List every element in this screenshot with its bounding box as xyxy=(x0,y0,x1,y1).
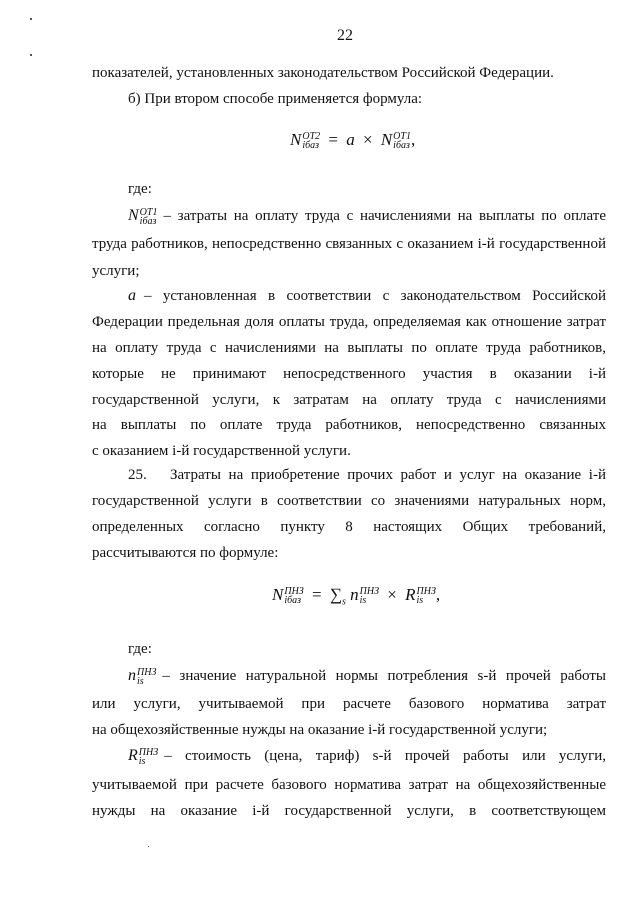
symbol-r-pnz: R ПНЗ is xyxy=(128,746,159,767)
definition-text: – затраты на оплату труда с начислениями на выплаты по оплате xyxy=(163,208,606,225)
symbol-n-ot1: N ОТ1 iбаз xyxy=(128,206,158,227)
text-line: которые не принимают непосредственного участия в оказании i-й xyxy=(92,366,606,382)
text-line: где: xyxy=(128,641,152,657)
text-line: показателей, установленных законодательством Российской Федерации. xyxy=(92,65,554,81)
formula-superscript: ОТ1 xyxy=(393,131,411,143)
text-line: государственной услуги в соответствии со значениями натуральных норм, xyxy=(92,493,606,509)
text-line: б) При втором способе применяется формула: xyxy=(128,91,423,107)
symbol-n-pnz: n ПНЗ is xyxy=(128,666,157,687)
formula-symbol: n xyxy=(350,585,359,604)
text-line: Федерации предельная доля оплаты труда, определяемая как отношение затрат xyxy=(92,314,606,330)
formula-symbol: R xyxy=(405,585,416,604)
definition-text: – стоимость (цена, тариф) s-й прочей работы или услуги, xyxy=(164,748,606,765)
text-line: нужды на оказание i-й государственной услуги, в соответствующем xyxy=(92,803,606,819)
definition-line xyxy=(128,667,606,686)
formula-superscript: ПНЗ xyxy=(284,586,304,598)
formula-punct: , xyxy=(410,130,416,149)
text-line: услуги; xyxy=(92,263,140,279)
formula-symbol: N xyxy=(380,130,393,149)
text-line: на выплаты по оплате труда работников, непосредственно связанных xyxy=(92,417,606,433)
text-line: Затраты на приобретение прочих работ и услуг на оказание i-й xyxy=(170,467,606,483)
formula-subscript: iбаз xyxy=(284,595,302,607)
definition-line xyxy=(128,207,606,226)
formula-operator: × xyxy=(362,130,373,149)
sum-symbol: ∑ xyxy=(329,585,342,604)
text-line: учитываемой при расчете базового норматива затрат на общехозяйственные xyxy=(92,777,606,793)
text-line: рассчитываются по формуле: xyxy=(92,545,279,561)
scan-mark xyxy=(148,846,149,847)
formula-subscript: is xyxy=(416,595,424,607)
formula-subscript: is xyxy=(359,595,367,607)
definition-text: – установленная в соответствии с законодательством Российской xyxy=(144,288,606,304)
text-line: или услуги, учитываемой при расчете базового норматива затрат xyxy=(92,696,606,712)
formula-operator: = xyxy=(328,130,338,149)
scan-mark xyxy=(30,18,32,20)
formula-subscript: s xyxy=(341,596,346,608)
text-line: где: xyxy=(128,181,152,197)
formula-punct: , xyxy=(435,585,441,604)
formula-superscript: ПНЗ xyxy=(359,586,380,598)
definition-line xyxy=(128,287,606,305)
formula-operator: = xyxy=(312,585,322,604)
formula-symbol: a xyxy=(346,130,355,149)
text-line: определенных согласно пункту 8 настоящих Общих требований, xyxy=(92,519,606,535)
formula-subscript: iбаз xyxy=(393,140,410,152)
paragraph-number: 25. xyxy=(128,467,147,483)
formula-superscript: ПНЗ xyxy=(416,586,436,598)
formula-1 xyxy=(290,130,415,150)
formula-2 xyxy=(272,585,440,607)
text-line: с оказанием i-й государственной услуги. xyxy=(92,443,351,459)
text-line: государственной услуги, к затратам на оплату труда с начислениями xyxy=(92,392,606,408)
definition-text: – значение натуральной нормы потребления s-й прочей работы xyxy=(162,668,606,685)
definition-line xyxy=(128,747,606,766)
scan-mark xyxy=(30,54,32,56)
text-line: труда работников, непосредственно связанных с оказанием i-й государственной xyxy=(92,236,606,252)
text-line: на общехозяйственные нужды на оказание i-й государственной услуги; xyxy=(92,722,548,738)
formula-symbol: N xyxy=(272,585,284,604)
formula-operator: × xyxy=(387,585,397,604)
formula-subscript: iбаз xyxy=(302,140,320,152)
text-line: на оплату труда с начислениями на выплаты по оплате труда работников, xyxy=(92,340,606,356)
page-number: 22 xyxy=(337,27,353,44)
symbol-a: a xyxy=(128,287,136,304)
formula-superscript: ОТ2 xyxy=(302,131,321,143)
formula-symbol: N xyxy=(290,130,302,149)
